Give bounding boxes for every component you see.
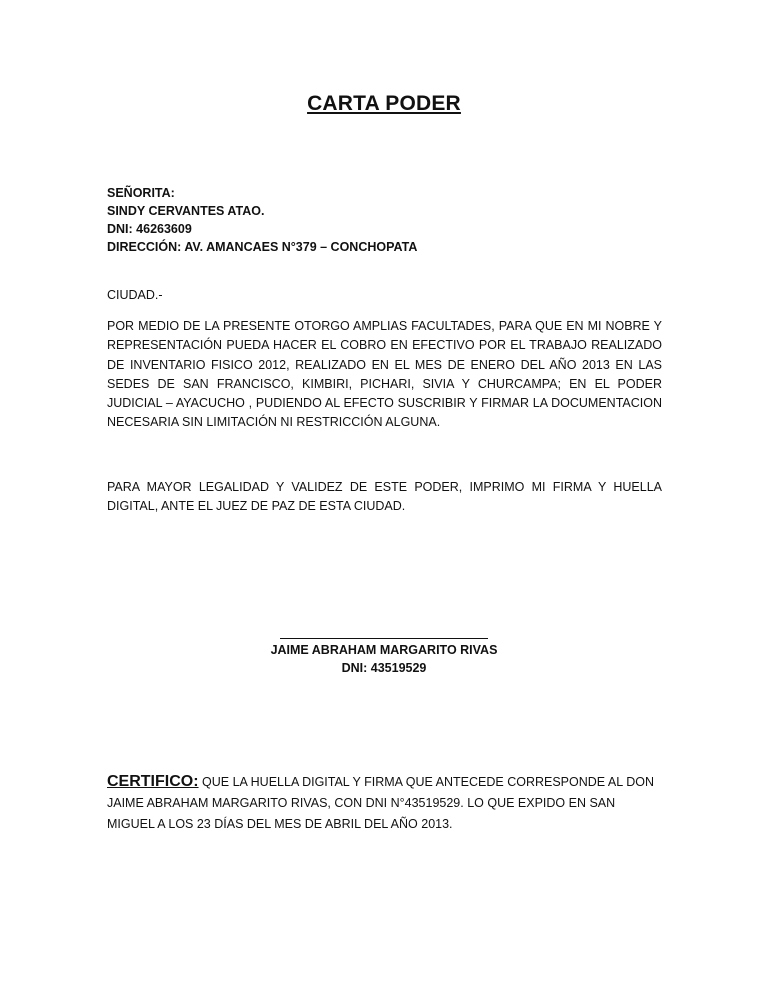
- recipient-block: [107, 184, 417, 256]
- document-title: CARTA PODER: [307, 92, 461, 115]
- certification-block: [107, 771, 662, 835]
- recipient-name: SINDY CERVANTES ATAO.: [107, 204, 265, 218]
- recipient-dni: DNI: 46263609: [107, 222, 192, 236]
- signatory-dni: DNI: 43519529: [341, 661, 427, 675]
- body-paragraph-1: POR MEDIO DE LA PRESENTE OTORGO AMPLIAS FACULTADES, PARA QUE EN MI NOBRE Y REPRESENTACIÓN PUEDA HACER EL COBRO EN EFECTIVO POR EL TRABAJO REALIZADO DE INVENTARIO FISICO 2012, REALIZADO EN EL MES DE ENERO DEL AÑO 2013 EN LAS SEDES DE SAN FRANCISCO, KIMBIRI, PICHARI, SIVIA Y CHURCAMPA; EN EL PODER JUDICIAL – AYACUCHO , PUDIENDO AL EFECTO SUSCRIBIR Y FIRMAR LA DOCUMENTACION NECESARIA SIN LIMITACIÓN NI RESTRICCIÓN ALGUNA.: [107, 319, 662, 430]
- signatory-name: JAIME ABRAHAM MARGARITO RIVAS: [270, 643, 498, 657]
- body-paragraph-2: PARA MAYOR LEGALIDAD Y VALIDEZ DE ESTE PODER, IMPRIMO MI FIRMA Y HUELLA DIGITAL, ANTE EL JUEZ DE PAZ DE ESTA CIUDAD.: [107, 480, 662, 514]
- city-line: CIUDAD.-: [107, 288, 163, 302]
- recipient-salutation: SEÑORITA:: [107, 186, 175, 200]
- signature-block: [0, 624, 768, 677]
- certification-label: CERTIFICO:: [107, 773, 199, 790]
- signature-line: [280, 624, 488, 639]
- certification-text: QUE LA HUELLA DIGITAL Y FIRMA QUE ANTECEDE CORRESPONDE AL DON JAIME ABRAHAM MARGARITO RIVAS, CON DNI N°43519529. LO QUE EXPIDO EN SAN MIGUEL A LOS 23 DÍAS DEL MES DE ABRIL DEL AÑO 2013.: [107, 775, 654, 831]
- recipient-address: DIRECCIÓN: AV. AMANCAES N°379 – CONCHOPATA: [107, 240, 418, 254]
